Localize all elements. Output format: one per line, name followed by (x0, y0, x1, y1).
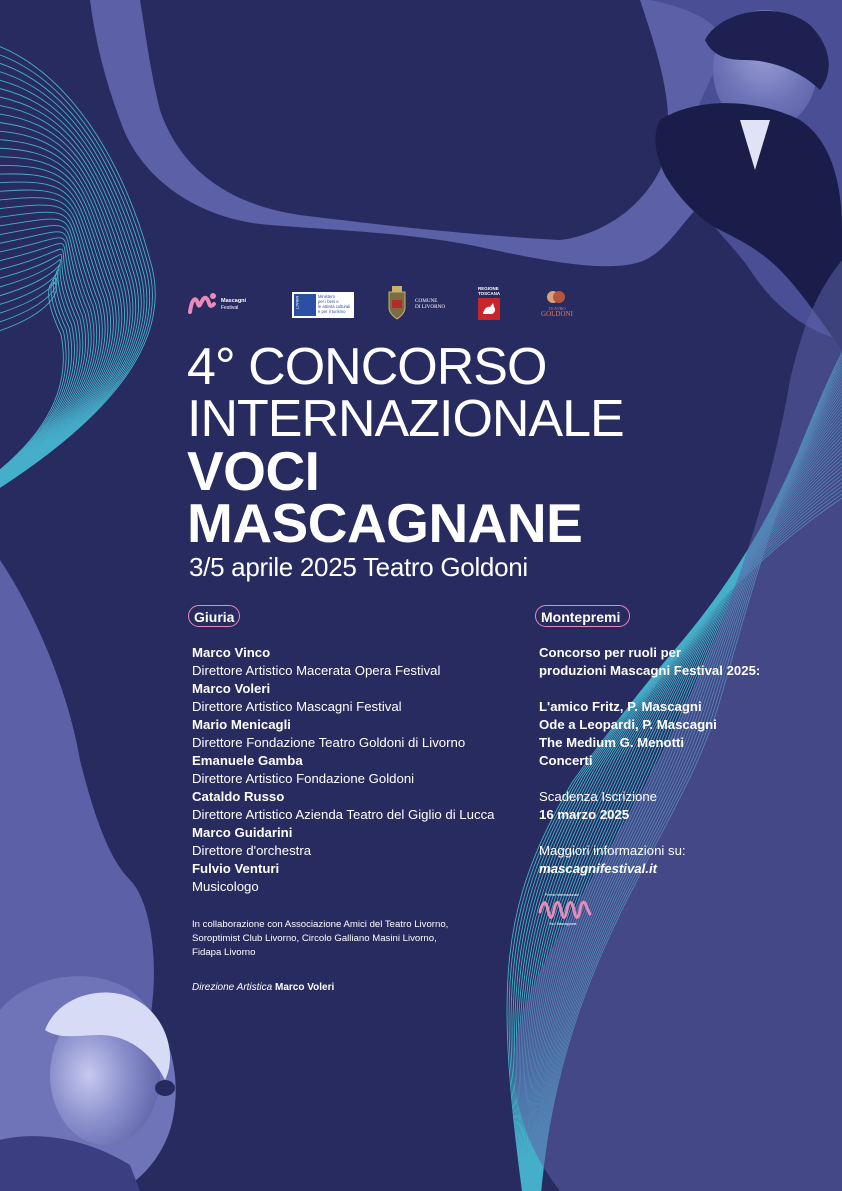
title-line-2: INTERNAZIONALE (187, 390, 624, 448)
jury-member-role: Direttore d'orchestra (192, 843, 312, 858)
ministero-line2: per i beni e (318, 299, 339, 304)
prizes-intro-1: Concorso per ruoli per (539, 645, 682, 660)
jury-member-name: Emanuele Gamba (192, 753, 303, 768)
jury-member-role: Direttore Artistico Azienda Teatro del Giglio di Lucca (192, 807, 495, 822)
ministero-line1: Ministero (318, 294, 335, 299)
vm-logo-top: Premio Internazionale (545, 893, 580, 897)
teatro-line2: GOLDONI (541, 310, 573, 318)
comune-line1: COMUNE (415, 298, 438, 304)
vm-logo-bottom: Voci Mascagnane (549, 922, 577, 926)
comune-line2: DI LIVORNO (415, 304, 446, 310)
jury-member-name: Marco Guidarini (192, 825, 293, 840)
jury-member-role: Direttore Artistico Macerata Opera Festival (192, 663, 441, 678)
mf-sub: Festival (221, 305, 239, 311)
jury-member-name: Marco Vinco (192, 645, 271, 660)
vm-wave-icon (537, 900, 593, 920)
prizes-block (539, 644, 799, 878)
artistic-direction (192, 981, 334, 995)
teatro-masks-icon (546, 288, 566, 306)
jury-member-role: Direttore Fondazione Teatro Goldoni di Livorno (192, 735, 466, 750)
title-line-3: VOCI (187, 440, 320, 502)
teatro-goldoni-logo (534, 286, 580, 322)
prizes-intro-2: produzioni Mascagni Festival 2025: (539, 663, 761, 678)
ministero-line4: e per il turismo (318, 309, 346, 314)
ministero-side: MIBACT (295, 296, 299, 310)
regione-toscana-logo (478, 286, 502, 322)
mf-name: Mascagni (221, 298, 247, 304)
collab-line-1: In collaborazione con Associazione Amici del Teatro Livorno, (192, 919, 449, 930)
logo-bar (188, 286, 588, 326)
jury-member-role: Musicologo (192, 879, 259, 894)
prize-item: The Medium G. Menotti (539, 735, 685, 750)
collaboration-note (192, 918, 512, 961)
jury-member-role: Direttore Artistico Fondazione Goldoni (192, 771, 415, 786)
prize-item: Ode a Leopardi, P. Mascagni (539, 717, 717, 732)
event-dates: 3/5 aprile 2025 Teatro Goldoni (189, 552, 528, 582)
ministero-line3: le attività culturali (318, 304, 351, 309)
jury-member-role: Direttore Artistico Mascagni Festival (192, 699, 402, 714)
comune-livorno-logo (386, 286, 456, 322)
jury-member-name: Marco Voleri (192, 681, 271, 696)
comune-crest-icon (386, 286, 408, 320)
collab-line-2: Soroptimist Club Livorno, Circolo Galliano Masini Livorno, (192, 933, 437, 945)
prize-item: L'amico Fritz, P. Mascagni (539, 699, 702, 714)
title-line-4: MASCAGNANE (187, 492, 583, 554)
website-link[interactable]: mascagnifestival.it (539, 861, 658, 876)
collab-line-3: Fidapa Livorno (192, 947, 256, 959)
prize-item: Concerti (539, 753, 593, 768)
jury-member-name: Mario Menicagli (192, 717, 291, 732)
regione-line2: TOSCANA (478, 291, 501, 296)
voci-mascagnane-logo (537, 893, 599, 933)
info-label: Maggiori informazioni su: (539, 843, 686, 858)
prizes-label: Montepremi (535, 605, 630, 627)
mf-mark-icon (188, 290, 218, 316)
pegasus-icon (478, 298, 500, 320)
deadline-date: 16 marzo 2025 (539, 807, 630, 822)
jury-member-name: Cataldo Russo (192, 789, 285, 804)
teatro-line1: TEATRO (548, 306, 566, 311)
jury-member-name: Fulvio Venturi (192, 861, 280, 876)
regione-line1: REGIONE (478, 286, 499, 291)
title-line-1: 4° CONCORSO (187, 338, 547, 396)
direction-label: Direzione Artistica (192, 982, 273, 993)
jury-list (192, 644, 532, 896)
direction-name: Marco Voleri (275, 982, 335, 993)
ministero-logo (292, 286, 354, 322)
mascagni-festival-logo (188, 286, 247, 322)
deadline-label: Scadenza Iscrizione (539, 789, 658, 804)
jury-label: Giuria (188, 605, 240, 627)
